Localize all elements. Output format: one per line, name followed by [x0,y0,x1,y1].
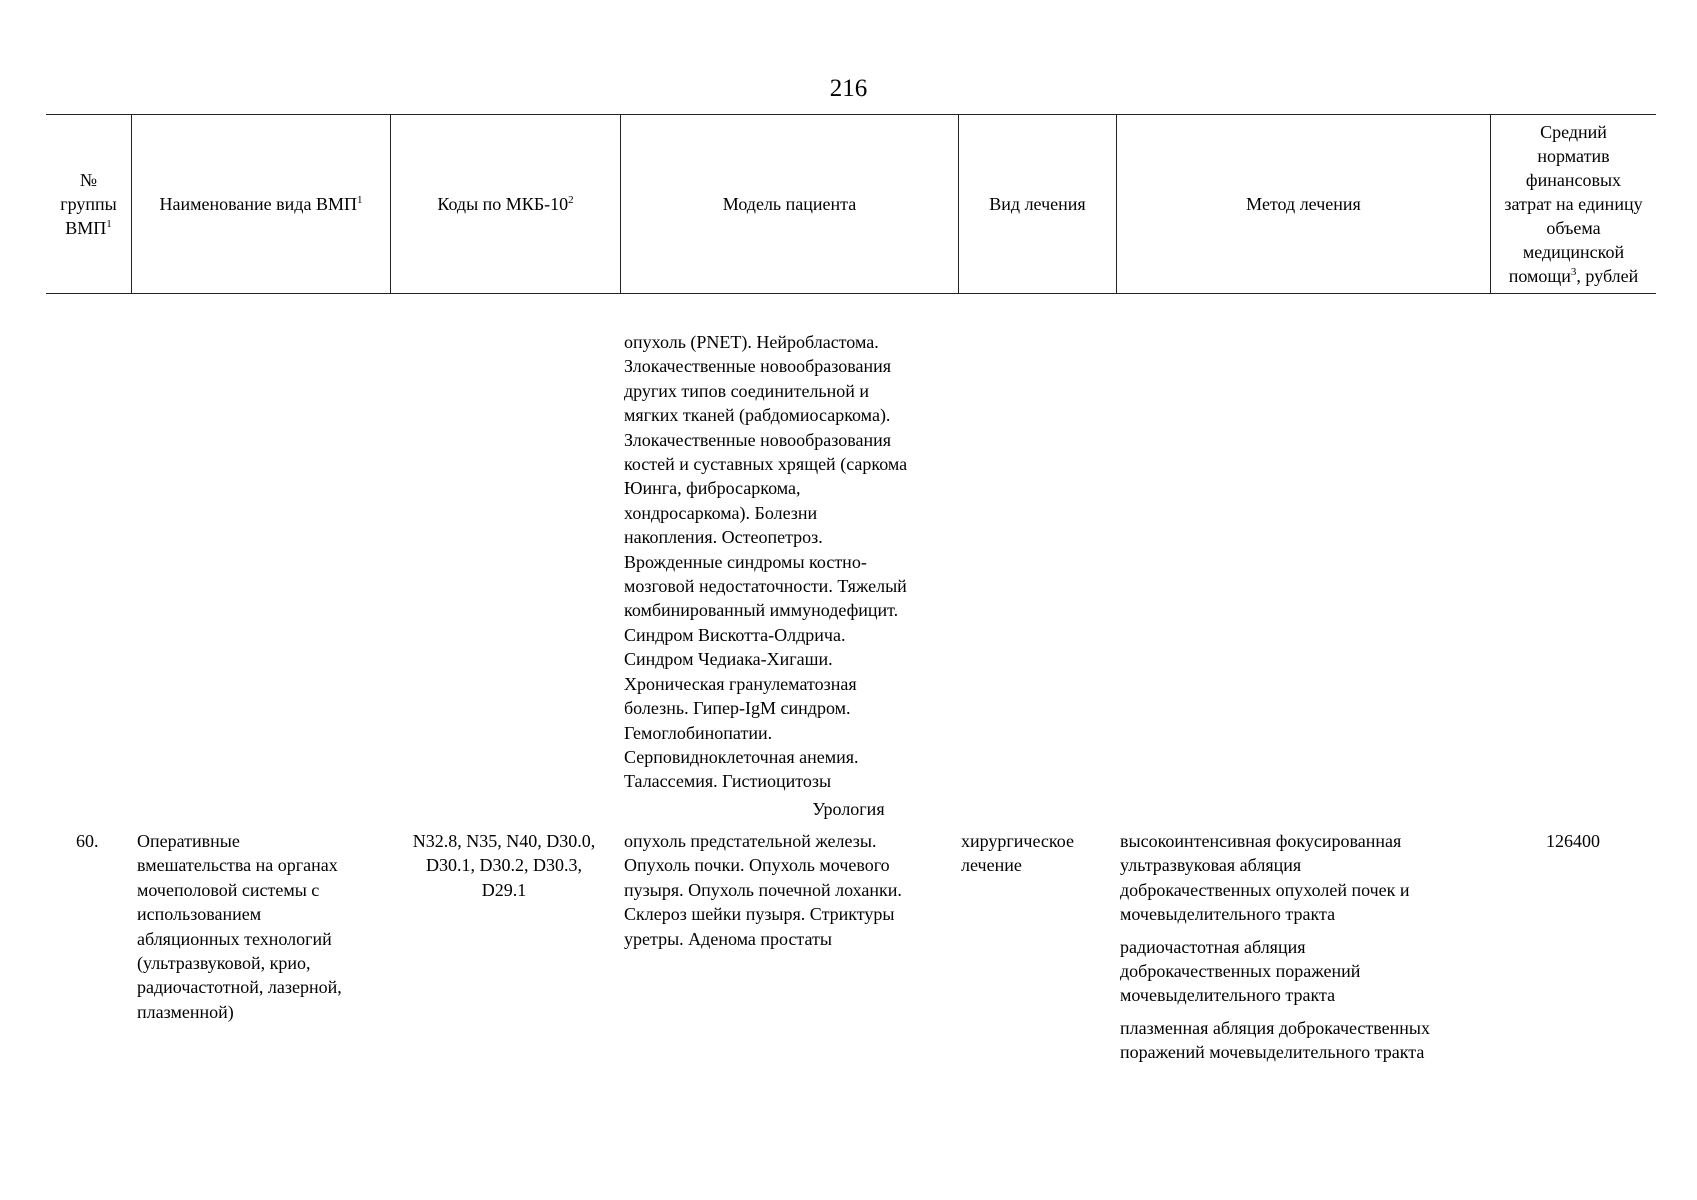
continuation-patient-model [624,330,954,794]
text-line: комбинированный иммунодефицит. [624,600,899,621]
footnote-mark: 3 [1570,266,1577,278]
text-line: опухоль (PNET). Нейробластома. [624,332,879,352]
text-line: лечение [961,855,1022,876]
row-treatment-type [961,829,1111,878]
method-item [1120,829,1490,927]
header-text: затрат на единицу [1504,194,1643,214]
text-line: уретры. Аденома простаты [624,928,833,949]
text-line: Злокачественные новообразования [624,356,892,377]
header-text: финансовых [1525,170,1622,190]
text-line: других типов соединительной и [624,380,870,401]
text-line: накопления. Остеопетроз. [624,527,823,548]
header-text: № [79,170,98,190]
text-line: D30.1, D30.2, D30.3, [426,855,582,876]
text-line: абляционных технологий [137,928,332,949]
header-text: Наименование вида ВМП [159,194,357,214]
text-line: мозговой недостаточности. Тяжелый [624,576,907,597]
footnote-mark: 1 [106,218,112,230]
row-cost: 126400 [1546,831,1600,851]
header-treatment-type [958,115,1116,293]
text-line: N32.8, N35, N40, D30.0, [412,831,596,851]
text-line: Синдром Вискотта-Олдрича. [624,624,846,645]
row-number: 60. [76,831,99,851]
text-line: доброкачественных поражений [1120,961,1361,982]
text-line: Гемоглобинопатии. [624,722,773,743]
text-line: костей и суставных хрящей (саркома [624,454,908,475]
method-item [1120,1016,1490,1065]
text-line: плазменная абляция доброкачественных [1120,1017,1431,1038]
text-line: Опухоль почки. Опухоль мочевого [624,855,890,876]
text-line: Талассемия. Гистиоцитозы [624,771,832,792]
text-line: Юинга, фибросаркома, [624,478,801,499]
header-text: объема [1546,218,1601,238]
row-patient-model [624,829,954,951]
text-line: Злокачественные новообразования [624,429,892,450]
header-text: Средний [1540,122,1607,142]
header-text: помощи [1508,266,1571,286]
header-text: Модель пациента [722,194,857,214]
method-item [1120,935,1490,1008]
text-line: Склероз шейки пузыря. Стриктуры [624,904,895,925]
page-number: 216 [829,75,868,102]
header-patient-model [620,115,958,293]
header-text: Вид лечения [989,194,1086,214]
header-cost [1490,115,1656,293]
row-vmp-name [137,829,387,1024]
text-line: мочеполовой системы с [137,879,320,900]
row-treatment-methods [1120,829,1490,1073]
text-line: поражений мочевыделительного тракта [1120,1042,1425,1063]
text-line: плазменной) [137,1001,234,1022]
text-line: ультразвуковая абляция [1120,855,1302,876]
text-line: Врожденные синдромы костно- [624,551,867,572]
text-line: мочевыделительного тракта [1120,904,1336,925]
text-line: радиочастотной, лазерной, [137,977,342,998]
header-vmp-name [131,115,390,293]
text-line: мягких тканей (рабдомиосаркома). [624,405,891,426]
text-line: хирургическое [961,831,1074,851]
header-text: , рублей [1576,266,1639,286]
header-icd-codes [390,115,620,293]
text-line: вмешательства на органах [137,855,338,876]
footnote-mark: 2 [568,194,574,206]
text-line: радиочастотная абляция [1120,936,1306,957]
table-header [46,114,1656,294]
text-line: Оперативные [137,831,240,851]
text-line: пузыря. Опухоль почечной лоханки. [624,879,902,900]
text-line: Хроническая гранулематозная [624,673,857,694]
text-line: болезнь. Гипер-IgM синдром. [624,698,851,719]
header-treatment-method [1116,115,1490,293]
header-text: Коды по МКБ-10 [437,194,569,214]
text-line: D29.1 [481,879,527,900]
row-icd-codes [392,829,616,902]
text-line: Серповидноклеточная анемия. [624,746,859,767]
header-group-number [46,115,131,293]
text-line: мочевыделительного тракта [1120,985,1336,1006]
header-text: Метод лечения [1246,194,1361,214]
header-text: медицинской [1522,242,1625,262]
text-line: доброкачественных опухолей почек и [1120,879,1410,900]
text-line: опухоль предстательной железы. [624,831,877,851]
text-line: (ультразвуковой, крио, [137,953,311,974]
header-text: группы [60,194,117,214]
text-line: использованием [137,904,262,925]
section-title: Урология [812,799,885,819]
text-line: хондросаркома). Болезни [624,502,818,523]
text-line: Синдром Чедиака-Хигаши. [624,649,833,670]
text-line: высокоинтенсивная фокусированная [1120,831,1402,851]
header-text: ВМП [65,218,107,238]
header-text: норматив [1537,146,1610,166]
footnote-mark: 1 [356,194,363,206]
